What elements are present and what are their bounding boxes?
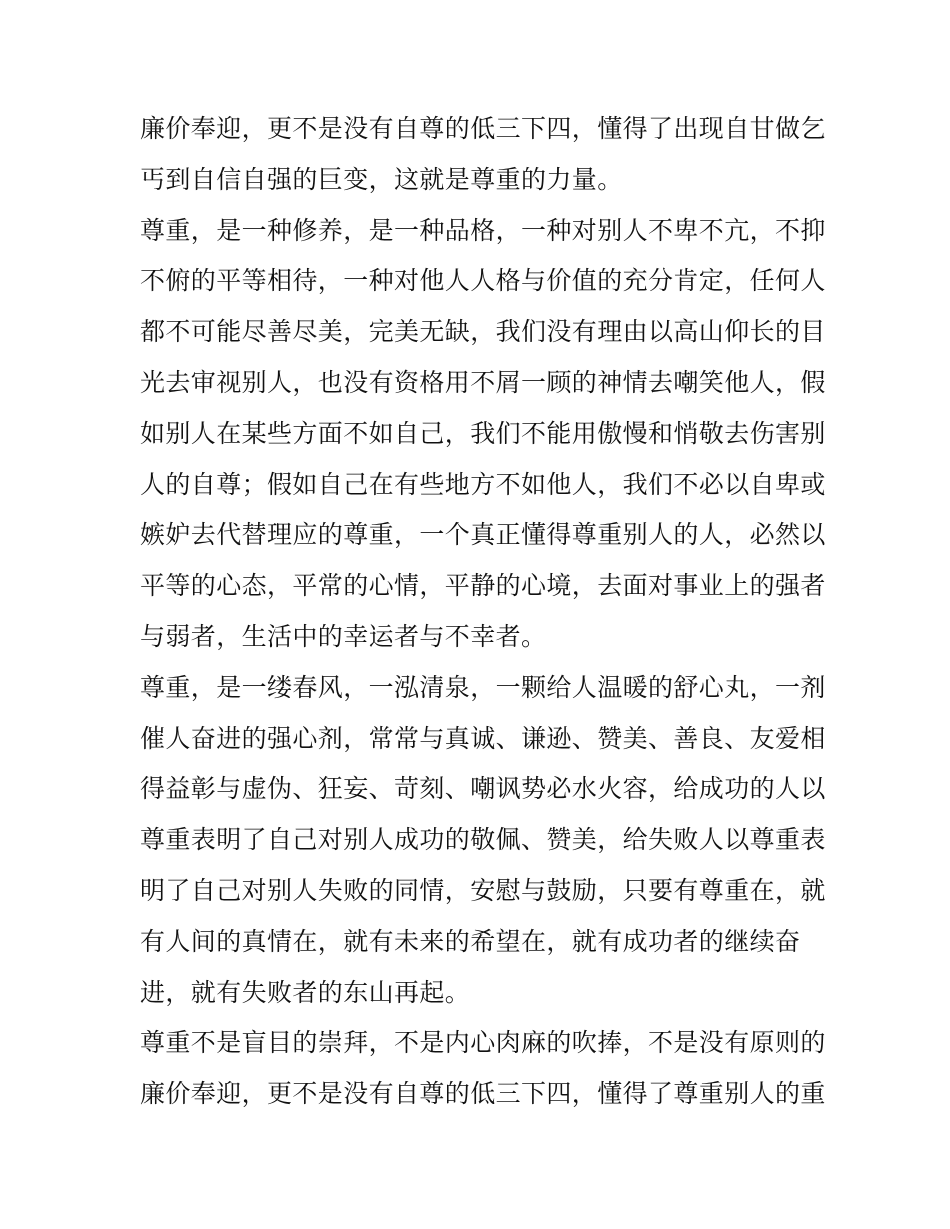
text-line: 廉价奉迎，更不是没有自尊的低三下四，懂得了尊重别人的重 (140, 1079, 826, 1109)
text-line: 尊重，是一缕春风，一泓清泉，一颗给人温暖的舒心丸，一剂 (140, 672, 826, 702)
text-line: 嫉妒去代替理应的尊重，一个真正懂得尊重别人的人，必然以 (140, 520, 826, 550)
text-line: 丐到自信自强的巨变，这就是尊重的力量。 (140, 164, 623, 194)
text-line: 得益彰与虚伪、狂妄、苛刻、嘲讽势必水火容，给成功的人以 (140, 774, 826, 804)
text-line: 都不可能尽善尽美，完美无缺，我们没有理由以高山仰长的目 (140, 317, 826, 347)
text-line: 与弱者，生活中的幸运者与不幸者。 (140, 621, 547, 651)
text-line: 如别人在某些方面不如自己，我们不能用傲慢和悄敬去伤害别 (140, 418, 826, 448)
body-text (140, 104, 826, 1120)
text-line: 光去审视别人，也没有资格用不屑一顾的神情去嘲笑他人，假 (140, 367, 826, 397)
text-line: 催人奋进的强心剂，常常与真诚、谦逊、赞美、善良、友爱相 (140, 723, 826, 753)
text-line: 有人间的真情在，就有未来的希望在，就有成功者的继续奋 (140, 926, 801, 956)
text-line: 尊重不是盲目的崇拜，不是内心肉麻的吹捧，不是没有原则的 (140, 1028, 826, 1058)
text-line: 尊重表明了自己对别人成功的敬佩、赞美，给失败人以尊重表 (140, 825, 826, 855)
text-line: 廉价奉迎，更不是没有自尊的低三下四，懂得了出现自甘做乞 (140, 114, 826, 143)
text-line: 人的自尊；假如自己在有些地方不如他人，我们不必以自卑或 (140, 469, 826, 499)
text-line: 尊重，是一种修养，是一种品格，一种对别人不卑不亢，不抑 (140, 215, 826, 245)
text-line: 明了自己对别人失败的同情，安慰与鼓励，只要有尊重在，就 (140, 875, 826, 905)
text-line: 不俯的平等相待，一种对他人人格与价值的充分肯定，任何人 (140, 266, 826, 296)
text-line: 进，就有失败者的东山再起。 (140, 977, 471, 1007)
text-line: 平等的心态，平常的心情，平静的心境，去面对事业上的强者 (140, 571, 826, 601)
